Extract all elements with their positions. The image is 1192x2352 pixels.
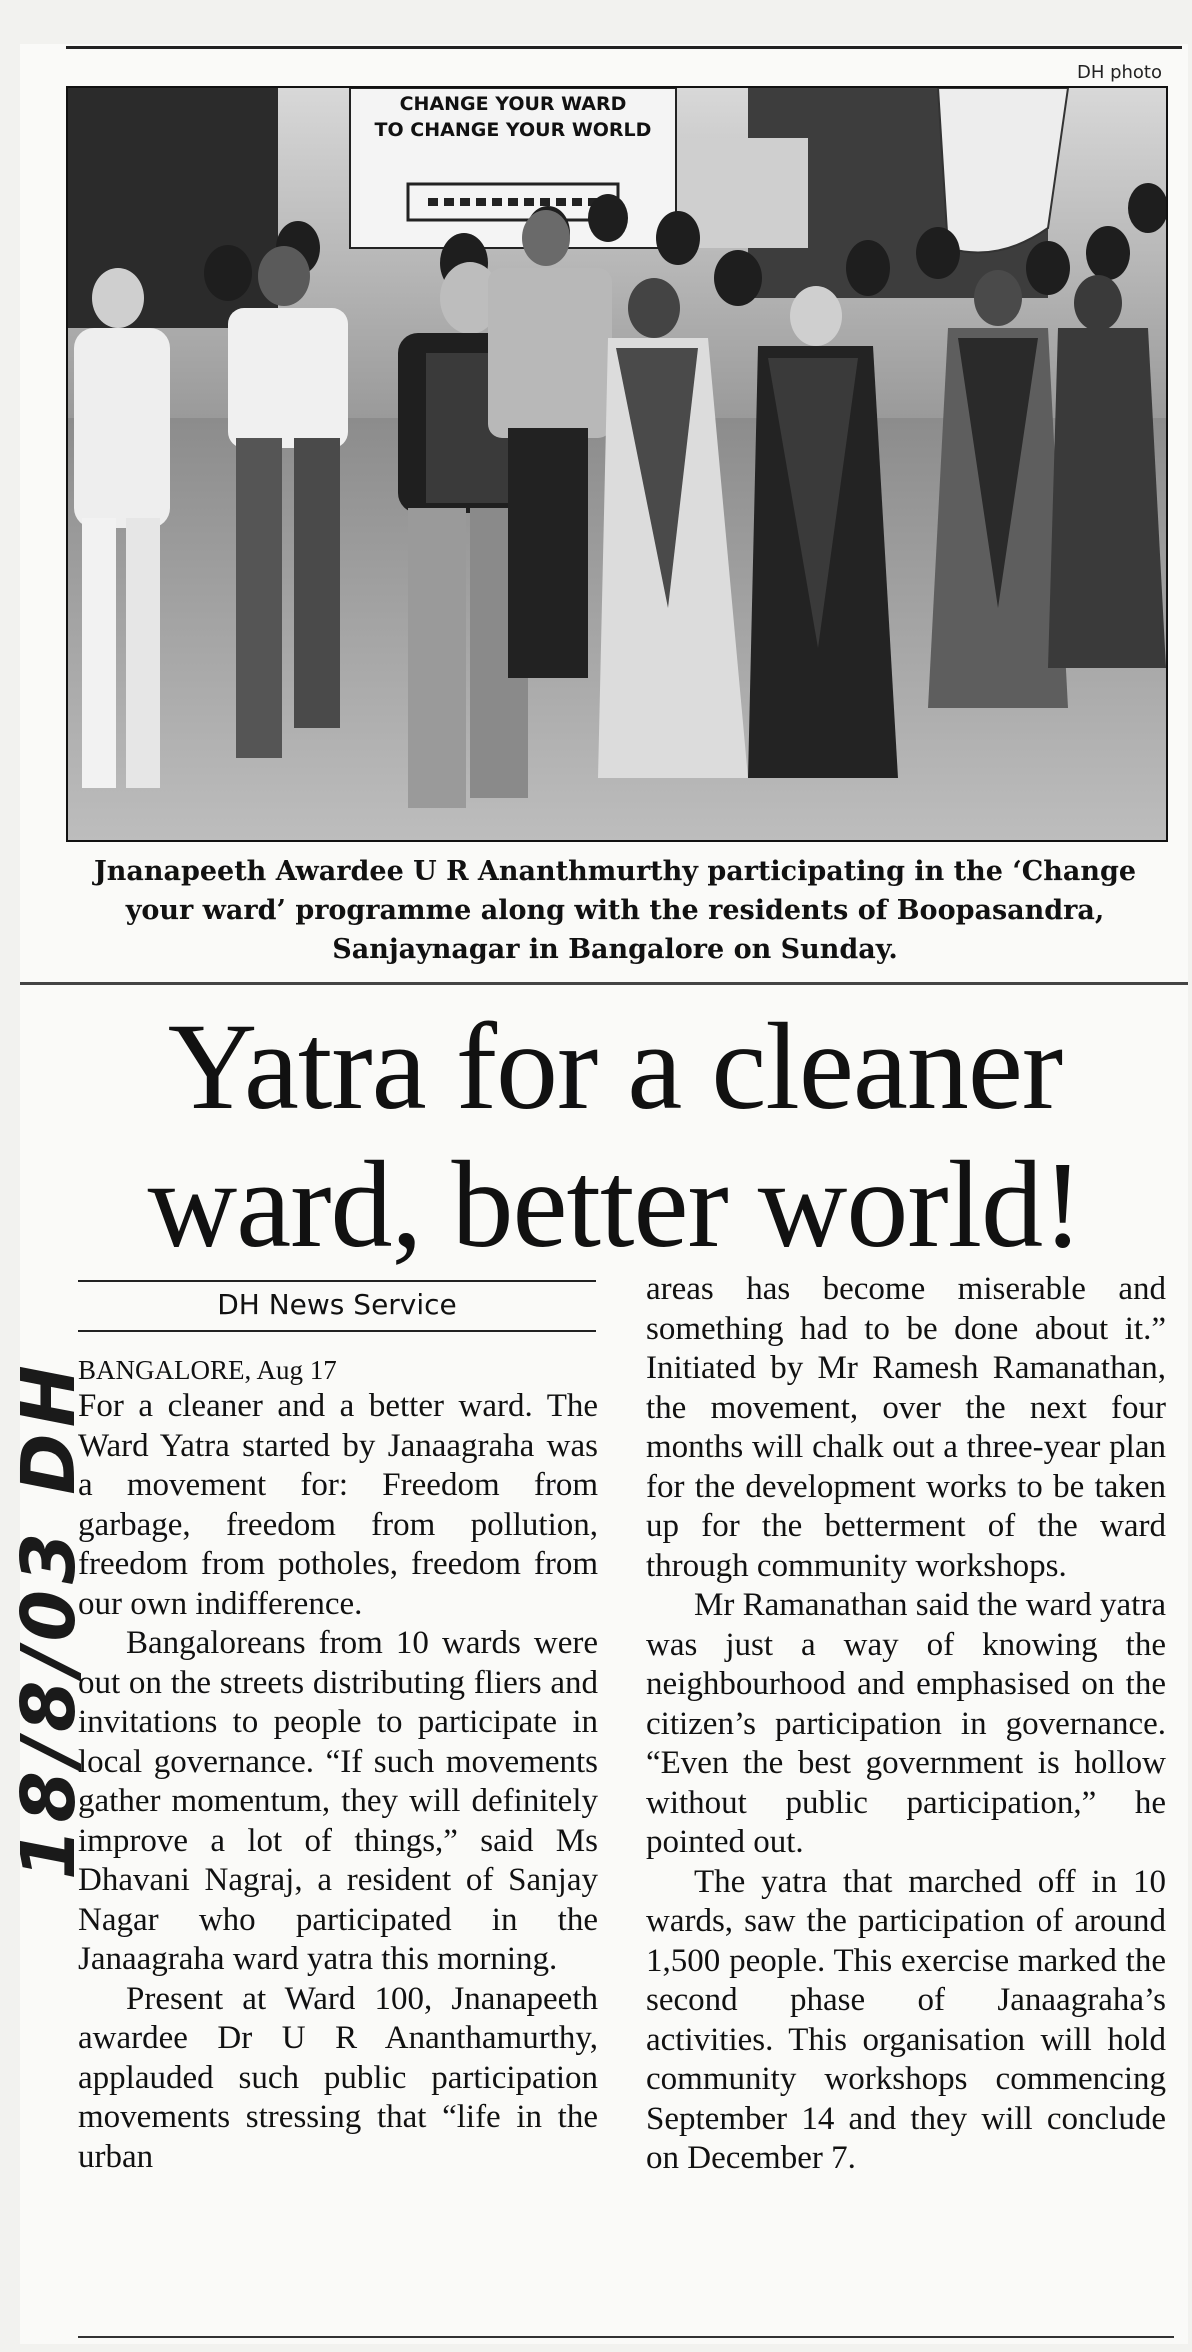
article-column-2: [646, 1270, 1166, 2179]
banner-line-1: CHANGE YOUR WARD: [399, 93, 627, 115]
paragraph: For a cleaner and a better ward. The Ward Yatra started by Janaagraha was a movement for: Freedom from garbage, freedom from pollution, freedom from potholes, freedom from our own indifference.: [78, 1388, 598, 1622]
paragraph: Present at Ward 100, Jnanapeeth awardee Dr U R Ananthamurthy, applauded such public participation movements stressing that “life in the urban: [78, 1980, 598, 2175]
paragraph: Mr Ramanathan said the ward yatra was just a way of knowing the neighbourhood and emphasised on the citizen’s participation in governance. “Even the best government is hollow without public participation,” he pointed out.: [646, 1587, 1166, 1860]
photo-caption: Jnanapeeth Awardee U R Ananthmurthy participating in the ‘Change your ward’ programme along with the residents of Boopasandra, Sanjaynagar in Bangalore on Sunday.: [93, 856, 1137, 965]
bottom-rule: [78, 2336, 1174, 2338]
photo-credit: DH photo: [1076, 62, 1162, 83]
news-photo: [66, 86, 1168, 842]
dateline: BANGALORE, Aug 17: [78, 1355, 337, 1385]
section-separator: [20, 982, 1188, 985]
handwritten-date-text: 18/8/03 DH: [6, 1359, 92, 1880]
photo-illustration: [68, 88, 1166, 840]
paragraph: The yatra that marched off in 10 wards, saw the participation of around 1,500 people. This exercise marked the second phase of Janaagraha’s activities. This organisation will hold community workshops commencing September 14 and they will conclude on December 7.: [646, 1863, 1166, 2176]
byline-rule-top: [78, 1280, 596, 1282]
headline-line-1: Yatra for a cleaner: [167, 998, 1063, 1135]
top-rule: [66, 46, 1182, 49]
banner-line-2: TO CHANGE YOUR WORLD: [374, 119, 652, 141]
headline-line-2: ward, better world!: [147, 1136, 1083, 1273]
paragraph: areas has become miserable and something had to be done about it.” Initiated by Mr Ramesh Ramanathan, the movement, over the next four months will chalk out a three-year plan for the development works to be taken up for the betterment of the ward through community workshops.: [646, 1271, 1166, 1584]
headline: [40, 998, 1190, 1274]
article-column-1: [78, 1354, 598, 2177]
byline: DH News Service: [217, 1288, 457, 1321]
byline-rule-bottom: [78, 1330, 596, 1332]
paragraph: Bangaloreans from 10 wards were out on the streets distributing fliers and invitations to people to participate in local governance. “If such movements gather momentum, they will definitely improve a lot of things,” said Ms Dhavani Nagraj, a resident of Sanjay Nagar who participated in the Janaagraha ward yatra this morning.: [78, 1625, 598, 1977]
